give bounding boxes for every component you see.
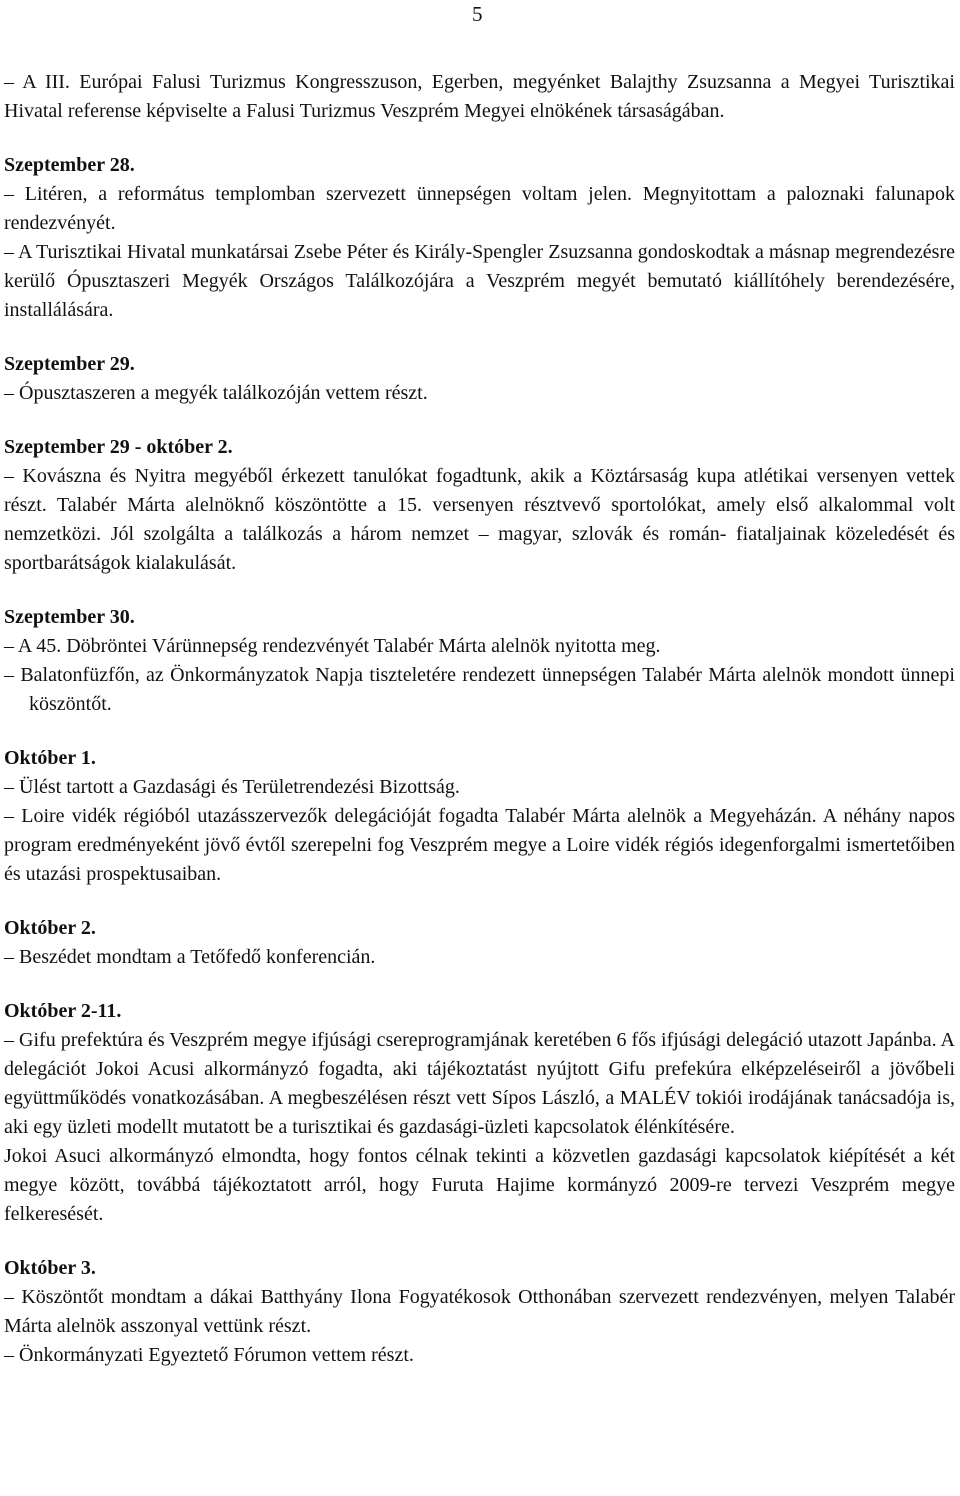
section-date: Október 1. xyxy=(4,747,96,769)
section-intro xyxy=(4,68,955,126)
section-date: Október 3. xyxy=(4,1257,96,1279)
paragraph: – Gifu prefektúra és Veszprém megye ifjúsági csereprogramjának keretében 6 fős ifjúsági delegáció utazott Japánba. A delegációt Jokoi Acusi alkormányzó fogadta, aki tájékoztatást nyújtott Gifu prefekúra elképzeléseiről a jövőbeli együttműködés vonatkozásában. A megbeszélésen részt vett Sípos László, a MALÉV tokiói irodájának tanácsadója is, aki egy üzleti modellt mutatott be a turisztikai és gazdasági-üzleti kapcsolatok élénkítésére. xyxy=(4,1029,955,1138)
paragraph: – Köszöntőt mondtam a dákai Batthyány Ilona Fogyatékosok Otthonában szervezett rendezvényen, melyen Talabér Márta alelnök asszonyal vettünk részt. xyxy=(4,1286,955,1337)
section-sept-29-oct-2 xyxy=(4,433,955,578)
section-oct-2-11 xyxy=(4,997,955,1229)
paragraph: – Litéren, a református templomban szervezett ünnepségen voltam jelen. Megnyitottam a paloznaki falunapok rendezvényét. xyxy=(4,183,955,234)
section-oct-3 xyxy=(4,1254,955,1370)
paragraph: – A 45. Döbröntei Várünnepség rendezvényét Talabér Márta alelnök nyitotta meg. xyxy=(4,635,661,657)
paragraph: – Önkormányzati Egyeztető Fórumon vettem részt. xyxy=(4,1344,414,1366)
paragraph: – Loire vidék régióból utazásszervezők delegációját fogadta Talabér Márta alelnök a Megyeházán. A néhány napos program eredményeként jövő évtől szerepelni fog Veszprém megye a Loire vidék régiós idegenforgalmi ismertetőiben és utazási prospektusaiban. xyxy=(4,805,955,885)
section-sept-28 xyxy=(4,151,955,325)
section-date: Szeptember 28. xyxy=(4,154,135,176)
paragraph: – Balatonfüzfőn, az Önkormányzatok Napja tiszteletére rendezett ünnepségen Talabér Márta alelnök mondott ünnepi köszöntőt. xyxy=(4,664,955,715)
section-sept-29 xyxy=(4,350,955,408)
section-date: Szeptember 29. xyxy=(4,353,135,375)
paragraph: – Ópusztaszeren a megyék találkozóján vettem részt. xyxy=(4,382,428,404)
paragraph: Jokoi Asuci alkormányzó elmondta, hogy fontos célnak tekinti a közvetlen gazdasági kapcsolatok kiépítését a két megye között, továbbá tájékoztatott arról, hogy Furuta Hajime kormányzó 2009-re tervezi Veszprém megye felkeresését. xyxy=(4,1145,955,1225)
section-date: Szeptember 29 - október 2. xyxy=(4,436,233,458)
section-oct-2 xyxy=(4,914,955,972)
paragraph: – A III. Európai Falusi Turizmus Kongresszuson, Egerben, megyénket Balajthy Zsuzsanna a Megyei Turisztikai Hivatal referense képviselte a Falusi Turizmus Veszprém Megyei elnökének társaságában. xyxy=(4,71,955,122)
paragraph: – Beszédet mondtam a Tetőfedő konferencián. xyxy=(4,946,376,968)
section-oct-1 xyxy=(4,744,955,889)
document-body xyxy=(4,68,955,1370)
section-date: Szeptember 30. xyxy=(4,606,135,628)
section-date: Október 2-11. xyxy=(4,1000,122,1022)
page-number: 5 xyxy=(472,2,483,26)
paragraph: – A Turisztikai Hivatal munkatársai Zsebe Péter és Király-Spengler Zsuzsanna gondoskodtak a másnap megrendezésre kerülő Ópusztaszeri Megyék Országos Találkozójára a Veszprém megyét bemutató kiállítóhely berendezésére, installálására. xyxy=(4,241,955,321)
paragraph: – Ülést tartott a Gazdasági és Területrendezési Bizottság. xyxy=(4,776,460,798)
paragraph: – Kovászna és Nyitra megyéből érkezett tanulókat fogadtunk, akik a Köztársaság kupa atlétikai versenyen vettek részt. Talabér Márta alelnöknő köszöntötte a 15. versenyen résztvevő sportolókat, amely első alkalommal volt nemzetközi. Jól szolgálta a találkozás a három nemzet – magyar, szlovák és román- fiataljainak közeledését és sportbarátságok kialakulását. xyxy=(4,465,955,574)
section-date: Október 2. xyxy=(4,917,96,939)
section-sept-30 xyxy=(4,603,955,719)
